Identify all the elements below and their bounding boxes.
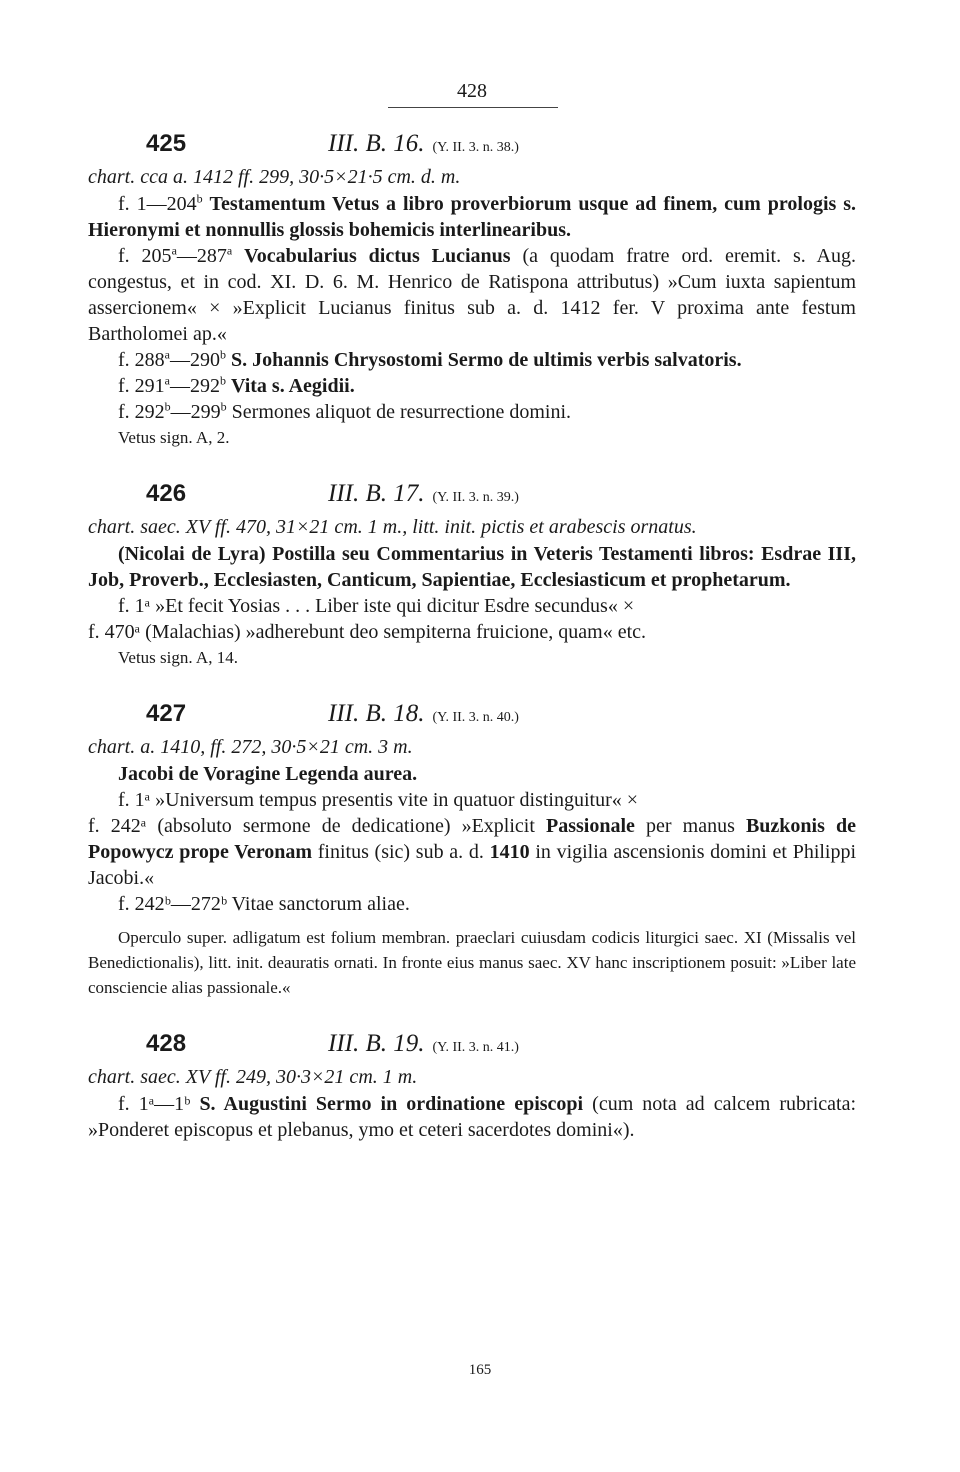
entry-426 (88, 480, 856, 670)
scribe-name: Buzkonis de Popowycz prope Veronam (88, 815, 856, 863)
entry-heading (88, 1030, 856, 1064)
entry-428 (88, 1030, 856, 1143)
codex-description: chart. saec. XV ff. 249, 30·3×21 cm. 1 m. (88, 1066, 418, 1088)
content-item (88, 191, 856, 243)
entry-425 (88, 130, 856, 450)
content-title: Vocabularius dictus Lucianus (244, 245, 511, 267)
folio-ref: f. 288 (118, 349, 165, 371)
entry-number: 427 (146, 700, 187, 727)
explicit-text: finitus (sic) sub a. d. (317, 841, 484, 863)
explicit (88, 813, 856, 891)
page-body (88, 80, 856, 1173)
folio-side: a (164, 373, 170, 388)
content-item (88, 373, 856, 399)
folio-ref-end: —287 (176, 245, 227, 267)
codex-description: chart. saec. XV ff. 470, 31×21 cm. 1 m., litt. init. pictis et arabescis ornatus. (88, 516, 697, 538)
old-signature: (Y. II. 3. n. 38.) (432, 140, 519, 155)
folio-side: a (226, 243, 233, 258)
page-number: 428 (457, 80, 487, 102)
folio-side: b (196, 191, 203, 206)
entry-number: 428 (146, 1030, 187, 1057)
content-item: f. 242ᵇ—272ᵇ Vitae sanctorum aliae. (118, 893, 410, 915)
explicit-text: per manus (646, 815, 735, 837)
old-signature-note: Vetus sign. A, 2. (118, 428, 230, 447)
entry-427 (88, 700, 856, 1000)
content-title: S. Augustini Sermo in ordinatione episcopi (199, 1093, 584, 1115)
folio-side: b (164, 399, 171, 414)
codex-description: chart. a. 1410, ff. 272, 30·5×21 cm. 3 m. (88, 736, 413, 758)
entry-heading (88, 480, 856, 514)
content-text: (a quodam fratre ord. eremit. s. Aug. congestus, et in cod. XI. D. 6. M. Henrico de Ratispona attributus) »Cum iuxta sapientum assercionem« × »Explicit Lucianus finitus sub a. d. 1412 fer. V proxima ante festum Bartholomei ap.« (88, 245, 856, 345)
content-item (88, 243, 856, 347)
folio-ref-end: —299 (170, 401, 221, 423)
folio-ref: f. 1ᵃ—1ᵇ (118, 1093, 191, 1115)
entry-number: 425 (146, 130, 187, 157)
folio-side: a (164, 347, 170, 362)
old-signature: (Y. II. 3. n. 39.) (432, 490, 519, 505)
entry-number: 426 (146, 480, 187, 507)
folio-ref-end: —292 (170, 375, 220, 397)
old-signature-note: Vetus sign. A, 14. (118, 648, 238, 667)
folio-ref: f. 1—204 (118, 193, 197, 215)
content-text: (cum nota ad calcem rubricata: »Ponderet episcopus et plebanus, ymo et ceteri sacerdotes domini«). (88, 1093, 857, 1141)
content-item (88, 347, 856, 373)
footer-page-number: 165 (468, 1362, 492, 1378)
content-title: Testamentum Vetus a libro proverbiorum usque ad finem, cum prologis s. Hieronymi et nonnullis glossis bohemicis interlinearibus. (88, 193, 857, 241)
content-title: S. Johannis Chrysostomi Sermo de ultimis verbis salvatoris. (231, 349, 742, 371)
explicit-text: in vigilia ascensionis domini et Philippi Jacobi.« (88, 841, 857, 889)
folio-side: b (220, 399, 227, 414)
work-title: Jacobi de Voragine Legenda aurea. (118, 763, 418, 785)
folio-side: b (220, 373, 226, 388)
explicit: f. 470ᵃ (Malachias) »adherebunt deo sempiterna fruicione, quam« etc. (88, 621, 647, 643)
content-title: Vita s. Aegidii. (231, 375, 355, 397)
header-rule (388, 107, 558, 108)
date-year: 1410 (489, 841, 530, 863)
binding-note: Operculo super. adligatum est folium membran. praeclari cuiusdam codicis liturgici saec. XI (Missalis vel Benedictionalis), litt. init. deauratis ornati. In fronte eius manus saec. XV hanc inscriptionem posuit: »Liber late consciencie alias passionale.« (88, 928, 856, 997)
folio-ref: f. 205 (118, 245, 172, 267)
incipit: f. 1ᵃ »Et fecit Yosias . . . Liber iste qui dicitur Esdre secundus« × (118, 595, 635, 617)
shelf-mark: III. B. 18. (328, 700, 425, 727)
content-item (88, 1091, 856, 1143)
folio-ref-end: —290 (170, 349, 220, 371)
work-title: (Nicolai de Lyra) Postilla seu Commentarius in Veteris Testamenti libros: Esdrae III, Job, Proverb., Ecclesiasten, Canticum, Sapientiae, Ecclesiasticum et prophetarum. (88, 543, 856, 591)
incipit: f. 1ᵃ »Universum tempus presentis vite in quatuor distinguitur« × (118, 789, 639, 811)
content-item (88, 399, 856, 425)
content-text: Sermones aliquot de resurrectione domini. (231, 401, 572, 423)
shelf-mark: III. B. 19. (328, 1030, 425, 1057)
old-signature: (Y. II. 3. n. 40.) (432, 710, 519, 725)
codex-description: chart. cca a. 1412 ff. 299, 30·5×21·5 cm. d. m. (88, 166, 461, 188)
entry-heading (88, 700, 856, 734)
old-signature: (Y. II. 3. n. 41.) (432, 1040, 519, 1055)
explicit-text: f. 242ᵃ (absoluto sermone de dedicatione) »Explicit (88, 815, 535, 837)
folio-side: a (171, 243, 177, 258)
folio-ref: f. 292 (118, 401, 165, 423)
entry-heading (88, 130, 856, 164)
explicit-bold: Passionale (546, 815, 635, 837)
shelf-mark: III. B. 17. (328, 480, 425, 507)
folio-ref: f. 291 (118, 375, 165, 397)
folio-side: b (220, 347, 226, 362)
shelf-mark: III. B. 16. (328, 130, 425, 157)
